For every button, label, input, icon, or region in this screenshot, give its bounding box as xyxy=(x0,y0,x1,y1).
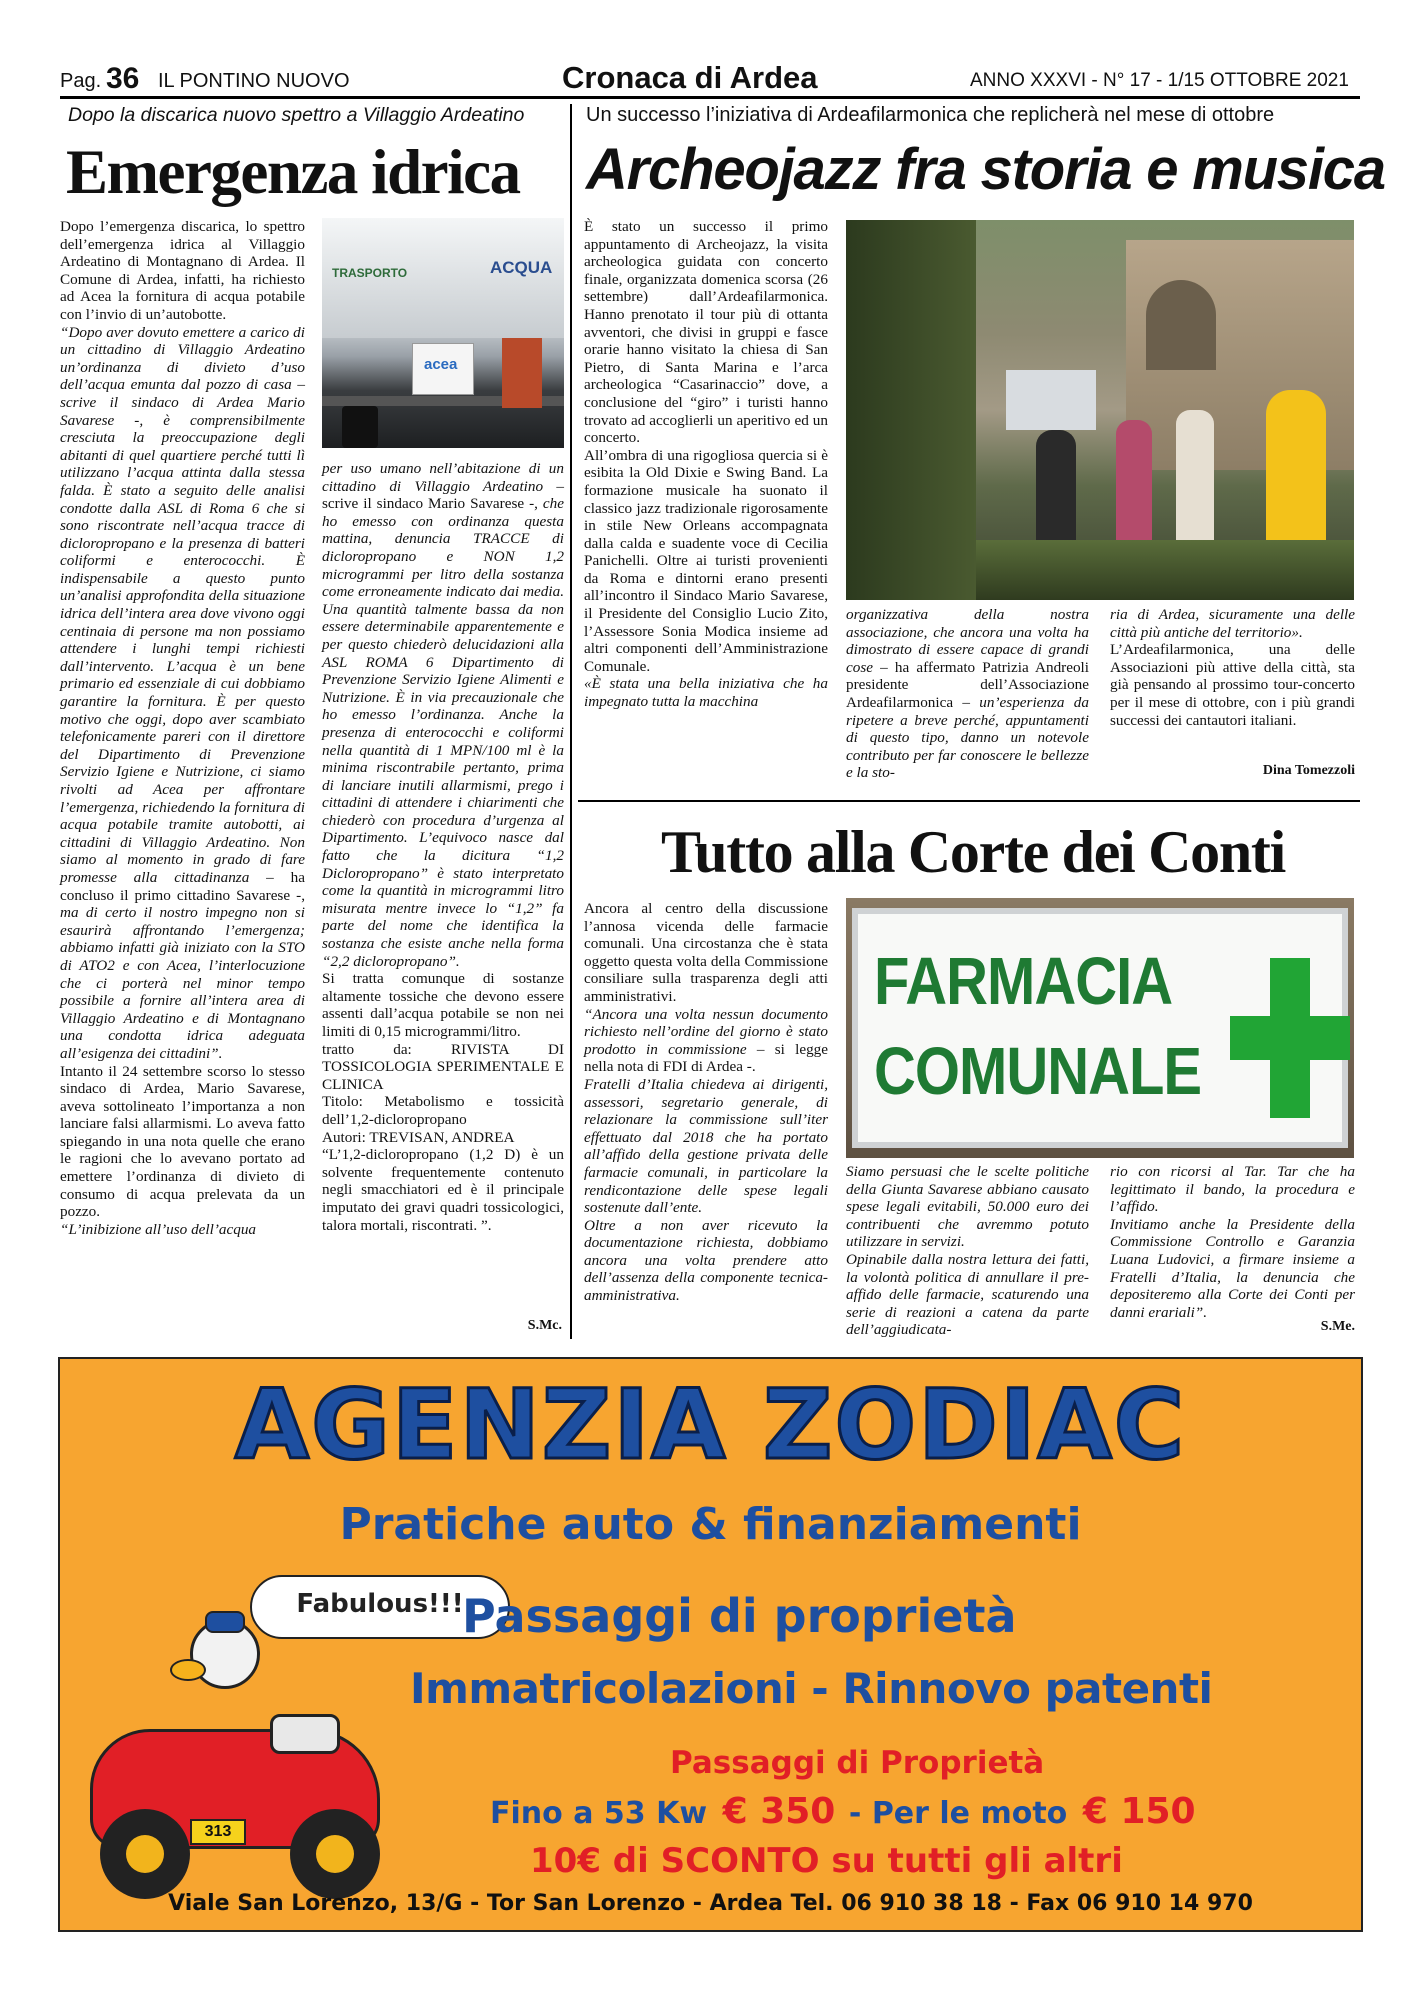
article3-paragraph: Ancora al centro della discussione l’annosa vicenda delle farmacie comunali. Una circostanza che è stata oggetto questa volta della Commissione consiliare sulla trasparenza degli atti amministrativi. xyxy=(584,900,828,1005)
article3-paragraph: – si legge nella nota di FDI di Ardea -. xyxy=(584,1040,828,1076)
water-truck-photo xyxy=(322,218,564,448)
section-title: Cronaca di Ardea xyxy=(562,60,818,95)
article3-paragraph: rio con ricorsi al Tar. Tar che ha legittimato il bando, la procedura e l’affido. xyxy=(1110,1163,1355,1216)
article1-column2 xyxy=(322,460,564,1234)
ad-price-row xyxy=(490,1791,1310,1832)
header-rule xyxy=(60,96,1360,99)
article2-paragraph: È stato un successo il primo appuntamento di Archeojazz, la visita archeologica guidata con concerto finale, organizzata domenica scorsa (26 settembre) dall’Ardeafilarmonica. Hanno prenotato il tour più di ottanta avventori, che divisi in gruppi e fasce orarie hanno visitato la chiesa di San Pietro, di Santa Marina e l’arca archeologica “Casarinaccio” dove, a conclusione del “giro” i turisti hanno trovato ad accoglierli un aperitivo ed un concerto. xyxy=(584,218,828,447)
article3-signature: S.Me. xyxy=(1320,1319,1355,1334)
sign-text-line1: FARMACIA xyxy=(874,944,1173,1019)
bubble-text: Fabulous!!! xyxy=(296,1589,464,1619)
farmacia-sign-photo xyxy=(846,898,1354,1158)
article3-paragraph: Siamo persuasi che le scelte politiche della Giunta Savarese abbiano causato spese legali evitabili, 50.000 euro dei contribuenti che avremmo potuto utilizzare in servizi. xyxy=(846,1163,1089,1251)
article1-paragraph: tratto da: RIVISTA DI TOSSICOLOGIA SPERIMENTALE E CLINICA xyxy=(322,1040,564,1093)
article1-paragraph: che ho emesso con ordinanza questa mattina, denuncia TRACCE di dicloropropano e NON 1,2 microgrammi per litro della sostanza come erroneamente indicato dai media. Una quantità talmente bassa da non essere determinabile apparentemente e per questo chiederò delucidazioni alla ASL ROMA 6 Dipartimento di Prevenzione Servizio Igiene Alimenti e Nutrizione. È in via precauzionale che ho emesso l’ordinanza. Anche la presenza di enterococchi e coliformi nella quantità di 1 MPN/100 ml è la minima riscontrabile pertanto, prima di lanciare inutili allarmismi, prego i cittadini di attendere i chiarimenti che chiederò con procedura d’urgenza al Dipartimento. L’equivoco nasce dal fatto che la dicitura “1,2 Dicloropropano” è stato interpretato come la quantità in microgrammi litro misurata mentre invece lo “1,2” fa parte del nome che identifica la sostanza che esiste anche nella forma “2,2 dicloropropano”. xyxy=(322,495,564,970)
article1-paragraph: “L’inibizione all’uso dell’acqua xyxy=(60,1220,257,1238)
ad-line5: 10€ di SCONTO su tutti gli altri xyxy=(530,1841,1123,1881)
article3-paragraph: Invitiamo anche la Presidente della Commissione Controllo e Garanzia Luana Ludovici, a firmare insieme a Fratelli d’Italia, la denuncia che depositeremo alla Corte dei Conti per danni erariali”. xyxy=(1110,1215,1355,1321)
ad-address: Viale San Lorenzo, 13/G - Tor San Lorenzo - Ardea Tel. 06 910 38 18 - Fax 06 910 14 970 xyxy=(168,1891,1253,1916)
article1-paragraph: ma di certo il nostro impegno non si esaurirà affrontando l’emergenza; abbiamo infatti già iniziato con la STO di ATO2 e con Acea, l’interlocuzione che ci porterà nel minor tempo possibile a fornire all’intera area di Villaggio Ardeatino e di Montagnano una condotta idrica adeguata all’esigenza dei cittadini”. xyxy=(60,904,305,1062)
article2-title: Archeojazz fra storia e musica xyxy=(586,137,1385,202)
article2-paragraph: un’esperienza da ripetere a breve perché, appuntamenti di questo tipo, danno un notevole contributo per far conoscere le bellezze e la sto- xyxy=(846,693,1089,782)
article1-paragraph: Intanto il 24 settembre scorso lo stesso sindaco di Ardea, Mario Savarese, aveva sottolineato l’importanza a non lanciare falsi allarmismi. Lo aveva fatto spiegando in una nota quelle che erano le ragioni che lo avevano portato ad emettere l’ordinanza di divieto di consumo di acqua prelevata da un pozzo. xyxy=(60,1062,305,1221)
column-divider xyxy=(570,104,572,1339)
green-cross-icon xyxy=(1230,958,1350,1118)
article1-paragraph: per uso umano nell’abitazione di un cittadino di Villaggio Ardeatino xyxy=(322,460,564,495)
article3-column2 xyxy=(846,1163,1089,1339)
article2-paragraph: L’Ardeafilarmonica, una delle Associazioni più attive della città, sta già pensando al prossimo tour-concerto per il mese di ottobre, con i più grandi successi dei cantautori italiani. xyxy=(1110,641,1355,729)
page-header xyxy=(60,62,1360,96)
section-rule xyxy=(578,800,1360,802)
article2-paragraph: – ha affermato Patrizia Andreoli presidente dell’Associazione Ardeafilarmonica – xyxy=(846,658,1089,711)
article2-paragraph: ria di Ardea, sicuramente una delle città più antiche del territorio». xyxy=(1110,606,1355,641)
truck-acqua: ACQUA xyxy=(490,258,553,277)
article1-paragraph: Dopo l’emergenza discarica, lo spettro dell’emergenza idrica al Villaggio Ardeatino di Montagnano di Ardea. Il Comune di Ardea, infatti, ha richiesto ad Acea la fornitura di acqua potabile con l’invio di un’autobotte. xyxy=(60,218,305,323)
article3-title: Tutto alla Corte dei Conti xyxy=(661,819,1285,885)
article3-paragraph: “Ancora una volta nessun documento richiesto nell’ordine del giorno è stato prodotto in commissione xyxy=(584,1005,828,1058)
article2-paragraph: «È stata una bella iniziativa che ha impegnato tutta la macchina xyxy=(584,675,828,711)
article2-column3 xyxy=(1110,606,1355,729)
paper-name: IL PONTINO NUOVO xyxy=(158,70,350,92)
sign-text-line2: COMUNALE xyxy=(874,1034,1202,1109)
cartoon-car-icon xyxy=(70,1619,400,1909)
article3-paragraph: Opinabile dalla nostra lettura dei fatti, la volontà politica di annullare il pre-affido delle farmacie, scaturendo una serie di reazioni a catena da parte dell’aggiudicata- xyxy=(846,1250,1089,1339)
ad-zodiac xyxy=(58,1357,1363,1932)
article3-column3 xyxy=(1110,1163,1355,1321)
article1-paragraph: – scrive il sindaco Mario Savarese -, xyxy=(322,477,564,513)
ad-line3: Passaggi di Proprietà xyxy=(670,1745,1045,1781)
article1-paragraph: “Dopo aver dovuto emettere a carico di un cittadino di Villaggio Ardeatino un’ordinanza di divieto d’uso dell’acqua emunta dal pozzo di casa – scrive il sindaco di Ardea Mario Savarese -, è comprensibilmente cresciuta la preoccupazione degli abitanti di quel quartiere perché tutti lì utilizzano l’acqua attinta dalla stessa falda. È stato a seguito delle analisi condotte dalla ASL di Roma 6 che si sono riscontrate nell’acqua tracce di dicloropropano e la presenza di batteri coliformi e enterococchi. È indispensabile a questo punto un’analisi approfondita della situazione idrica dell’intera area dove vivono oggi centinaia di persone ma non possiamo attendere i lunghi tempi richiesti dall’intervento. L’acqua è un bene primario ed essenziale di cui dobbiamo garantire la fornitura. È per questo motivo che oggi, dopo aver scambiato telefonicamente pareri con il direttore del Dipartimento di Prevenzione Servizio Igiene e Nutrizione, ci siamo rivolti ad Acea per affrontare l’emergenza, richiedendo la fornitura di acqua potabile tramite autobotti, ai cittadini di Villaggio Ardeatino. Non siamo al momento in grado di fare promesse alla cittadinanza xyxy=(60,323,305,886)
price-label-kw: Fino a 53 Kw xyxy=(490,1796,708,1831)
article2-kicker: Un successo l’iniziativa di Ardeafilarmonica che replicherà nel mese di ottobre xyxy=(586,104,1275,126)
ad-subtitle: Pratiche auto & finanziamenti xyxy=(339,1499,1082,1550)
article2-paragraph: organizzativa della nostra associazione, che ancora una volta ha dimostrato di essere capace di grandi cose xyxy=(846,606,1089,676)
article1-paragraph: – ha concluso il primo cittadino Savarese -, xyxy=(60,868,305,904)
article2-signature: Dina Tomezzoli xyxy=(1262,763,1355,778)
page-label: Pag. xyxy=(60,70,102,92)
article1-title: Emergenza idrica xyxy=(66,137,520,207)
article1-paragraph: Autori: TREVISAN, ANDREA xyxy=(322,1128,515,1146)
acea-logo: acea xyxy=(424,356,458,373)
price-label-moto: - Per le moto xyxy=(848,1796,1068,1831)
article1-paragraph: Si tratta comunque di sostanze altamente tossiche che devono essere assenti dall’acqua potabile se non nei limiti di 0,15 microgrammi/litro. xyxy=(322,970,564,1040)
article3-paragraph: Fratelli d’Italia chiedeva ai dirigenti, assessori, segretario generale, di relazionare la commissione sull’iter effettuato dal 2018 che ha portato all’affido della gestione privata delle farmacie comunali, in particolare la rendicontazione delle spese legali sostenute dall’ente. xyxy=(584,1075,828,1217)
article2-column1 xyxy=(584,218,828,711)
article1-column1 xyxy=(60,218,305,1238)
price-kw: € 350 xyxy=(722,1791,836,1832)
article1-paragraph: “L’1,2-dicloropropano (1,2 D) è un solvente frequentemente contenuto negli smacchiatori ed è il principale imputato dei gravi quadri tossicologici, talora mortali, riscontrati. ”. xyxy=(322,1146,564,1234)
article1-signature: S.Mc. xyxy=(527,1318,562,1333)
truck-label: TRASPORTO xyxy=(332,266,408,280)
ad-title: AGENZIA ZODIAC xyxy=(234,1369,1187,1481)
ad-line2: Immatricolazioni - Rinnovo patenti xyxy=(410,1664,1213,1713)
article1-paragraph: Titolo: Metabolismo e tossicità dell’1,2-dicloropropano xyxy=(322,1093,564,1128)
archeojazz-photo xyxy=(846,220,1354,600)
ad-line1: Passaggi di proprietà xyxy=(462,1589,1017,1643)
license-plate: 313 xyxy=(190,1819,246,1845)
article2-column2 xyxy=(846,606,1089,782)
article3-paragraph: Oltre a non aver ricevuto la documentazione richiesta, dobbiamo ancora una volta prendere atto dell’assenza della componente tecnica- amministrativa. xyxy=(584,1216,828,1305)
issue-info: ANNO XXXVI - N° 17 - 1/15 OTTOBRE 2021 xyxy=(970,70,1349,91)
article3-column1 xyxy=(584,900,828,1305)
article2-paragraph: All’ombra di una rigogliosa quercia si è esibita la Old Dixie e Swing Band. La formazione musicale ha suonato il classico jazz tradizionale rigorosamente in stile New Orleans accompagnata dalla calda e suadente voce di Cecilia Panichelli. Oltre ai turisti provenienti da Roma e dintorni erano presenti all’incontro il Sindaco Mario Savarese, il Presidente del Consiglio Lucio Zito, l’Assessore Sonia Modica insieme ad altri componenti dell’Amministrazione Comunale. xyxy=(584,446,828,675)
article1-kicker: Dopo la discarica nuovo spettro a Villaggio Ardeatino xyxy=(68,104,525,126)
page-number: 36 xyxy=(106,62,140,95)
price-moto: € 150 xyxy=(1082,1791,1196,1832)
